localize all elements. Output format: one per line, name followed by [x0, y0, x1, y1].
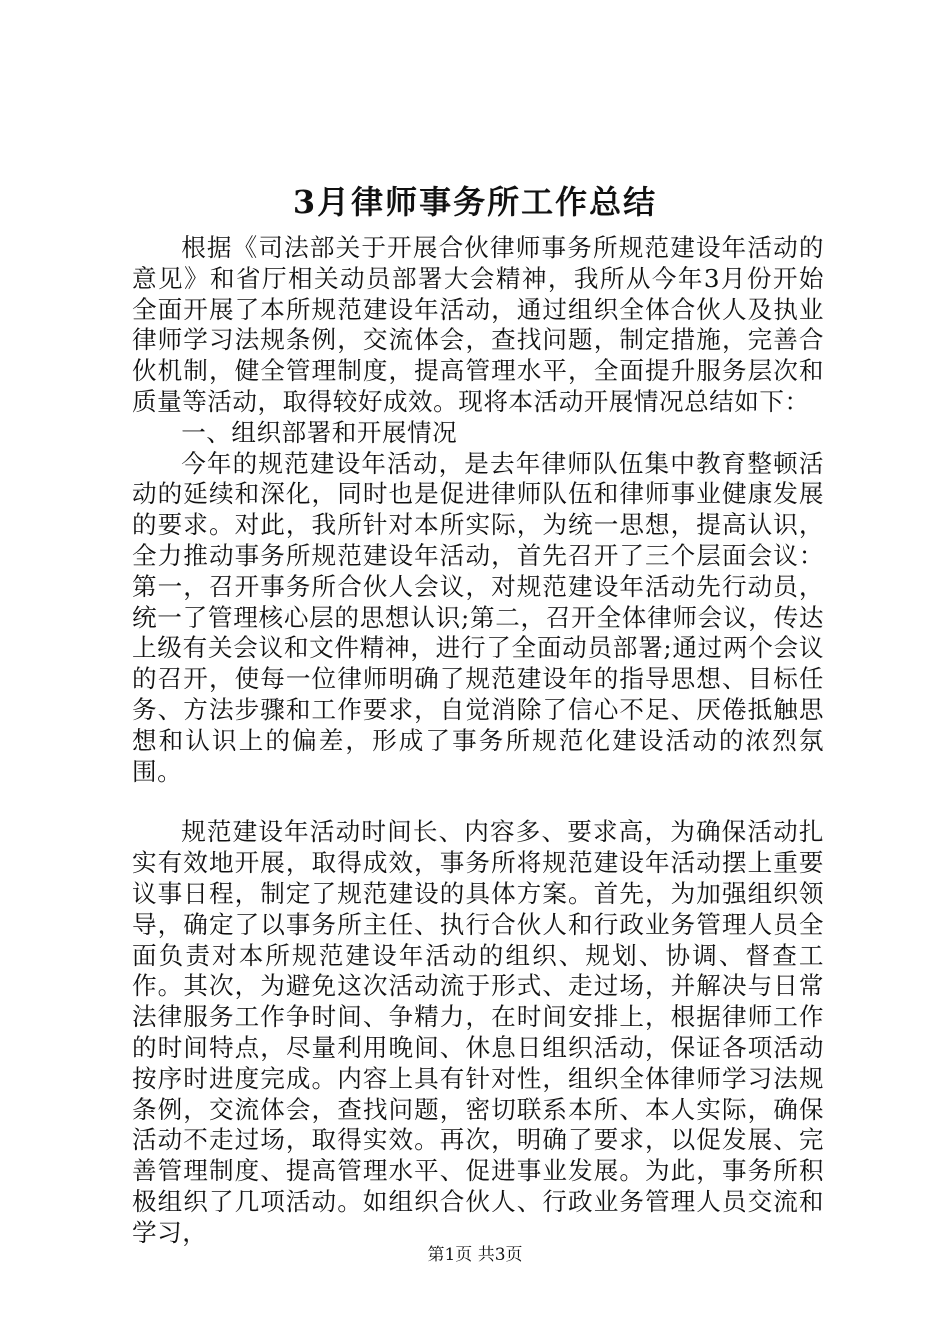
paragraph-intro: 根据《司法部关于开展合伙律师事务所规范建设年活动的意见》和省厅相关动员部署大会精神，我所从今年3月份开始全面开展了本所规范建设年活动，通过组织全体合伙人及执业律师学习法规条例，交流体会，查找问题，制定措施，完善合伙机制，健全管理制度，提高管理水平，全面提升服务层次和质量等活动，取得较好成效。现将本活动开展情况总结如下： [132, 233, 824, 416]
document-title: 3月律师事务所工作总结 [292, 183, 658, 221]
page-footer: 第1页 共3页 [427, 1245, 523, 1265]
section-heading: 一、组织部署和开展情况 [181, 417, 458, 447]
paragraph-arrangements: 规范建设年活动时间长、内容多、要求高，为确保活动扎实有效地开展，取得成效，事务所将规范建设年活动摆上重要议事日程，制定了规范建设的具体方案。首先，为加强组织领导，确定了以事务所主任、执行合伙人和行政业务管理人员全面负责对本所规范建设年活动的组织、规划、协调、督查工作。其次，为避免这次活动流于形式、走过场，并解决与日常法律服务工作争时间、争精力，在时间安排上，根据律师工作的时间特点，尽量利用晚间、休息日组织活动，保证各项活动按序时进度完成。内容上具有针对性，组织全体律师学习法规条例，交流体会，查找问题，密切联系本所、本人实际，确保活动不走过场，取得实效。再次，明确了要求，以促发展、完善管理制度、提高管理水平、促进事业发展。为此，事务所积极组织了几项活动。如组织合伙人、行政业务管理人员交流和学习， [132, 817, 824, 1247]
paragraph-gap [132, 787, 824, 817]
document-body [132, 233, 824, 1249]
paragraph-meetings: 今年的规范建设年活动，是去年律师队伍集中教育整顿活动的延续和深化，同时也是促进律师队伍和律师事业健康发展的要求。对此，我所针对本所实际，为统一思想，提高认识，全力推动事务所规范建设年活动，首先召开了三个层面会议：第一，召开事务所合伙人会议，对规范建设年活动先行动员，统一了管理核心层的思想认识;第二，召开全体律师会议，传达上级有关会议和文件精神，进行了全面动员部署;通过两个会议的召开，使每一位律师明确了规范建设年的指导思想、目标任务、方法步骤和工作要求，自觉消除了信心不足、厌倦抵触思想和认识上的偏差，形成了事务所规范化建设活动的浓烈氛围。 [132, 448, 824, 786]
